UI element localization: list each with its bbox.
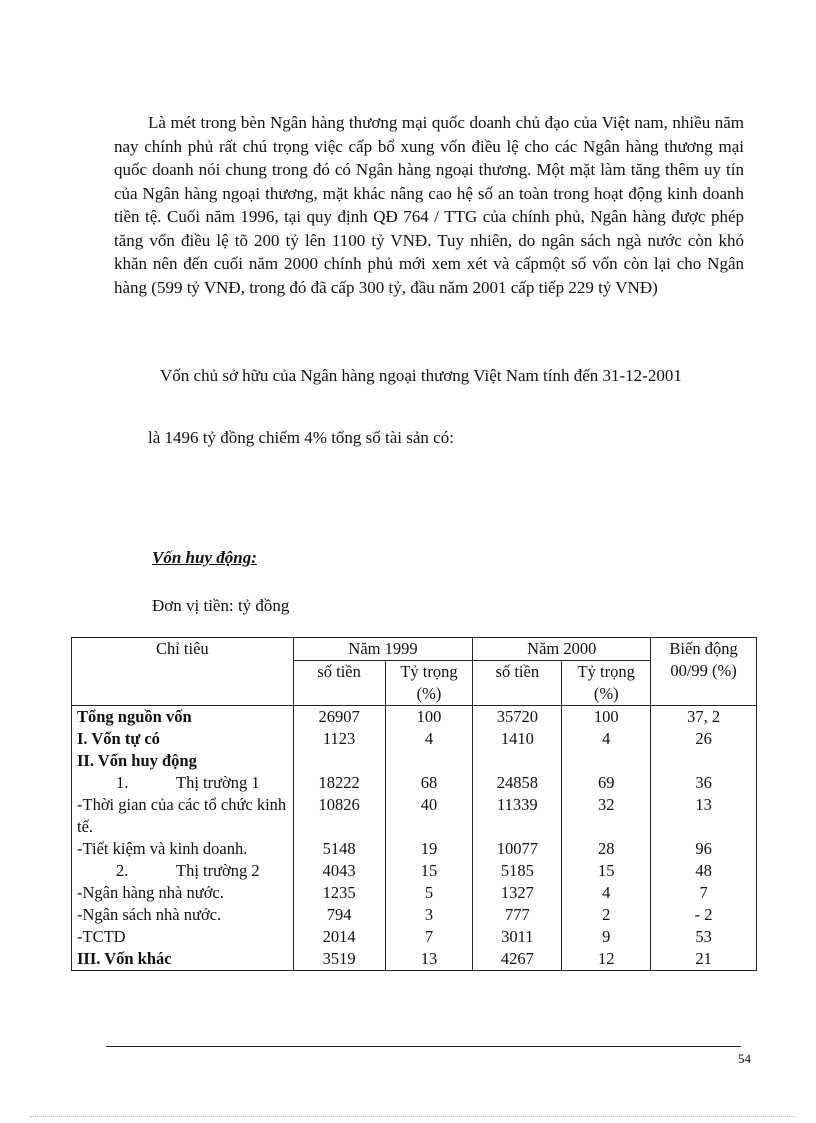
cell-change: - 2 (651, 904, 757, 926)
cell-r1999: 100 (385, 706, 473, 729)
cell-a2000: 1410 (473, 728, 562, 750)
row-label-text: Thị trường 1 (176, 773, 260, 792)
cell-r2000: 32 (562, 794, 651, 838)
cell-a1999: 1235 (293, 882, 385, 904)
cell-r2000: 12 (562, 948, 651, 971)
cell-r2000: 100 (562, 706, 651, 729)
capital-table (71, 637, 757, 971)
row-label: III. Vốn khác (72, 948, 294, 971)
cell-a2000 (473, 750, 562, 772)
table-row (72, 728, 757, 750)
cell-r1999: 7 (385, 926, 473, 948)
cell-r1999 (385, 750, 473, 772)
cell-r1999: 68 (385, 772, 473, 794)
cell-change: 37, 2 (651, 706, 757, 729)
table-row (72, 838, 757, 860)
equity-summary-paragraph: là 1496 tỷ đồng chiếm 4% tổng số tài sản có: (148, 428, 454, 447)
table-row (72, 772, 757, 794)
cell-change: 53 (651, 926, 757, 948)
header-ratio-1999: Tỷ trọng (%) (385, 661, 473, 706)
table-row (72, 750, 757, 772)
header-change: Biến động 00/99 (%) (651, 638, 757, 706)
cell-a1999: 794 (293, 904, 385, 926)
table-row (72, 860, 757, 882)
table-row (72, 794, 757, 838)
row-number: 2. (116, 861, 129, 880)
row-label (72, 772, 294, 794)
table-body (72, 706, 757, 971)
page-edge-dotted-line (30, 1116, 796, 1117)
row-label: I. Vốn tự có (72, 728, 294, 750)
row-label: -Tiết kiệm và kinh doanh. (72, 838, 294, 860)
cell-change: 21 (651, 948, 757, 971)
cell-r2000: 2 (562, 904, 651, 926)
row-label: -Ngân hàng nhà nước. (72, 882, 294, 904)
intro-paragraph: Là mét trong bèn Ngân hàng thương mại quốc doanh chủ đạo của Việt nam, nhiều năm nay chính phủ rất chú trọng việc cấp bổ xung vốn điều lệ cho các Ngân hàng thương mại quốc doanh nói chung trong đó có Ngân hàng ngoại thương. Một mặt làm tăng thêm uy tín của Ngân hàng ngoại thương, mặt khác nâng cao hệ số an toàn trong hoạt động kinh doanh tiền tệ. Cuối năm 1996, tại quy định QĐ 764 / TTG của chính phủ, Ngân hàng được phép tăng vốn điều lệ tõ 200 tỷ lên 1100 tỷ VNĐ. Tuy nhiên, do ngân sách ngà nước còn khó khăn nên đến cuối năm 2000 chính phủ mới xem xét và cấpmột số vốn còn lại cho Ngân hàng (599 tỷ VNĐ, trong đó đã cấp 300 tỷ, đầu năm 2001 cấp tiếp 229 tỷ VNĐ) (114, 113, 744, 297)
cell-a2000: 24858 (473, 772, 562, 794)
cell-change: 26 (651, 728, 757, 750)
cell-r1999: 15 (385, 860, 473, 882)
cell-change: 13 (651, 794, 757, 838)
cell-r2000: 4 (562, 882, 651, 904)
cell-a2000: 1327 (473, 882, 562, 904)
footer-rule (106, 1046, 741, 1047)
cell-r2000 (562, 750, 651, 772)
cell-a1999: 1123 (293, 728, 385, 750)
cell-r1999: 3 (385, 904, 473, 926)
cell-a2000: 11339 (473, 794, 562, 838)
cell-r1999: 19 (385, 838, 473, 860)
row-label: Tổng nguồn vốn (72, 706, 294, 729)
header-year-2000: Năm 2000 (473, 638, 651, 661)
cell-a1999: 5148 (293, 838, 385, 860)
table-row (72, 706, 757, 729)
cell-a2000: 777 (473, 904, 562, 926)
cell-a1999: 4043 (293, 860, 385, 882)
cell-a2000: 35720 (473, 706, 562, 729)
cell-r1999: 5 (385, 882, 473, 904)
table-row (72, 882, 757, 904)
cell-r1999: 4 (385, 728, 473, 750)
cell-a1999: 18222 (293, 772, 385, 794)
table-row (72, 948, 757, 971)
header-amount-2000: số tiền (473, 661, 562, 706)
table-row (72, 926, 757, 948)
header-ratio-2000: Tỷ trọng (%) (562, 661, 651, 706)
cell-change (651, 750, 757, 772)
unit-label: Đơn vị tiền: tỷ đồng (152, 596, 290, 615)
equity-paragraph: Vốn chủ sở hữu của Ngân hàng ngoại thương Việt Nam tính đến 31-12-2001 (160, 366, 682, 385)
cell-a2000: 4267 (473, 948, 562, 971)
row-label (72, 860, 294, 882)
cell-a1999: 3519 (293, 948, 385, 971)
table-header-row (72, 638, 757, 661)
row-label: II. Vốn huy động (72, 750, 294, 772)
row-label: -Thời gian của các tổ chức kinh tế. (72, 794, 294, 838)
page-number: 54 (738, 1051, 751, 1066)
row-number: 1. (116, 773, 129, 792)
cell-r2000: 15 (562, 860, 651, 882)
section-title: Vốn huy động: (152, 548, 257, 567)
row-label: -TCTD (72, 926, 294, 948)
cell-change: 48 (651, 860, 757, 882)
header-year-1999: Năm 1999 (293, 638, 473, 661)
cell-change: 7 (651, 882, 757, 904)
cell-r2000: 4 (562, 728, 651, 750)
cell-a2000: 10077 (473, 838, 562, 860)
cell-change: 96 (651, 838, 757, 860)
row-label: -Ngân sách nhà nước. (72, 904, 294, 926)
cell-r2000: 9 (562, 926, 651, 948)
row-label-text: Thị trường 2 (176, 861, 260, 880)
cell-a1999: 26907 (293, 706, 385, 729)
cell-a1999: 2014 (293, 926, 385, 948)
cell-r2000: 28 (562, 838, 651, 860)
cell-a1999 (293, 750, 385, 772)
cell-r1999: 13 (385, 948, 473, 971)
header-amount-1999: số tiền (293, 661, 385, 706)
cell-a1999: 10826 (293, 794, 385, 838)
table-row (72, 904, 757, 926)
cell-r2000: 69 (562, 772, 651, 794)
header-indicator: Chỉ tiêu (72, 638, 294, 706)
cell-a2000: 3011 (473, 926, 562, 948)
cell-change: 36 (651, 772, 757, 794)
cell-r1999: 40 (385, 794, 473, 838)
cell-a2000: 5185 (473, 860, 562, 882)
